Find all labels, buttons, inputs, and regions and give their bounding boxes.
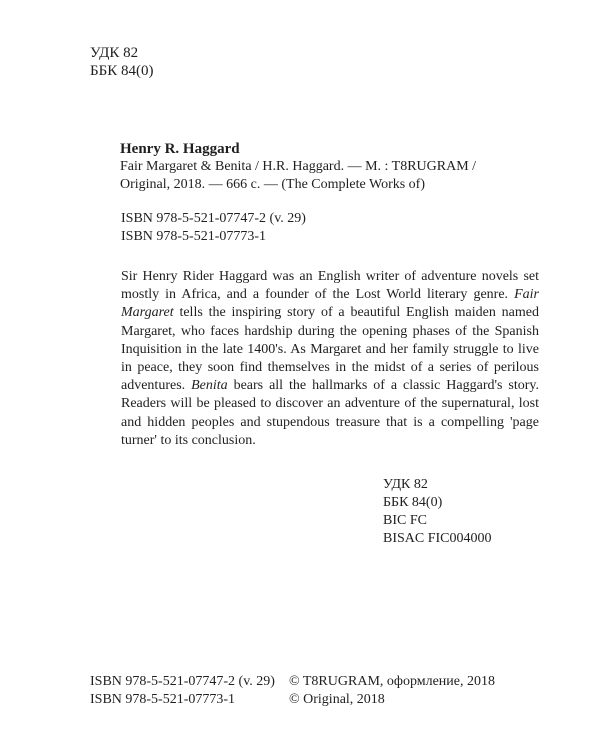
bibliographic-line-1: Fair Margaret & Benita / H.R. Haggard. — M. : T8RUGRAM / [120,159,477,174]
copyright-original: © Original, 2018 [289,692,385,707]
bibliographic-line-2: Original, 2018. — 666 с. — (The Complete Works of) [120,177,426,192]
bbk-code: ББК 84(0) [90,63,154,79]
bbk-code-right: ББК 84(0) [383,495,443,510]
title-benita: Benita [191,378,228,394]
title-fair-margaret: Fair Margaret [121,287,539,321]
footer-copyright [289,673,495,709]
annotation-part-3: bears all the hallmarks of a classic Haggard's story. Readers will be pleased to discover an adventure of the supernatural, lost and hidden peoples and stupendous treasure that is a compelling 'page turner' to its conclusion. [121,378,539,448]
footer-isbn [90,673,275,709]
bisac-code: BISAC FIC004000 [383,531,492,546]
footer-isbn-set: ISBN 978-5-521-07773-1 [90,692,236,707]
classification-codes-top [90,44,153,80]
author-name: Henry R. Haggard [120,141,240,157]
copyright-design: © T8RUGRAM, оформление, 2018 [289,674,496,689]
bibliographic-record [120,140,540,194]
isbn-list-top [121,210,306,246]
annotation-part-2: tells the inspiring story of a beautiful English maiden named Margaret, who faces hardship during the opening phases of the Spanish Inquisition in the late 1400's. As Margaret and her family struggle to live in peace, they soon find themselves in the midst of a series of perilous adventures. [121,305,539,394]
annotation-part-1: Sir Henry Rider Haggard was an English writer of adventure novels set mostly in Africa, and a founder of the Lost World literary genre. [121,269,539,303]
annotation-text [121,268,539,450]
isbn-volume: ISBN 978-5-521-07747-2 (v. 29) [121,211,306,226]
isbn-set: ISBN 978-5-521-07773-1 [121,229,267,244]
bic-code: BIC FC [383,513,427,528]
udk-code: УДК 82 [90,45,139,61]
footer-isbn-volume: ISBN 978-5-521-07747-2 (v. 29) [90,674,275,689]
annotation-paragraph [121,268,539,450]
classification-codes-right [383,476,492,548]
udk-code-right: УДК 82 [383,477,428,492]
